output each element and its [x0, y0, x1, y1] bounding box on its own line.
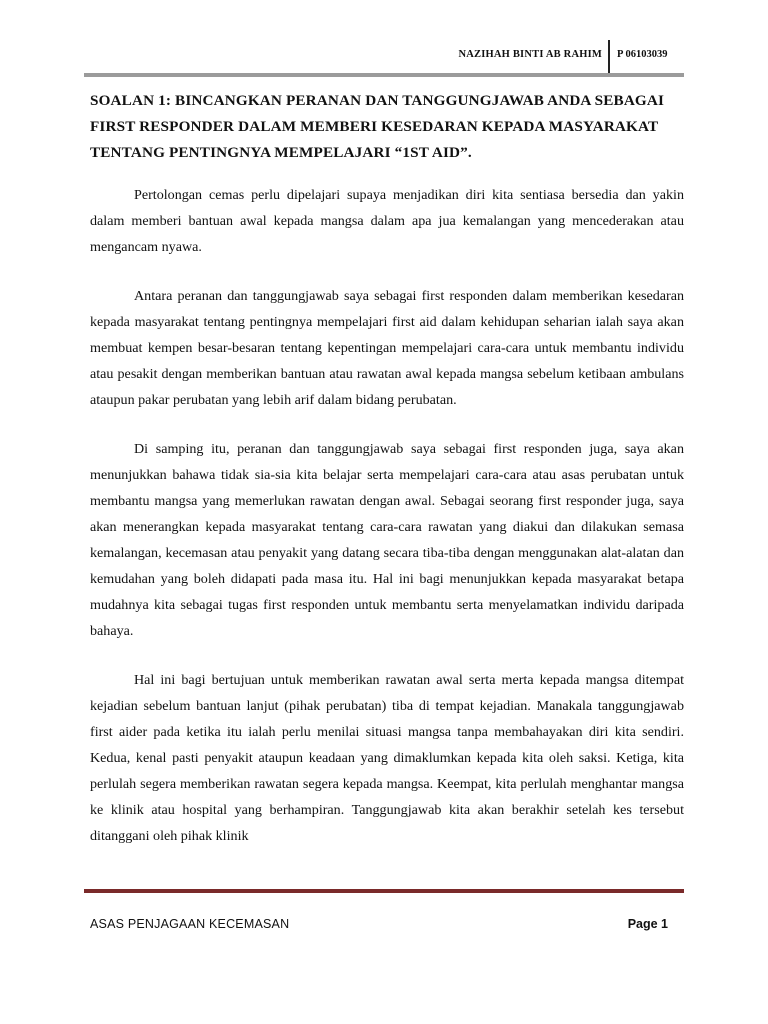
student-id: P 06103039: [617, 49, 668, 60]
footer-course-title: ASAS PENJAGAAN KECEMASAN: [90, 917, 290, 931]
page-number: Page 1: [627, 917, 668, 931]
document-body: [90, 88, 684, 872]
header-rule: [84, 73, 684, 77]
paragraph-3: Di samping itu, peranan dan tanggungjawab saya sebagai first responden juga, saya akan menunjukkan bahawa tidak sia-sia kita belajar serta mempelajari cara-cara atau asas perubatan untuk membantu mangsa yang memerlukan rawatan dengan awal. Sebagai seorang first responder juga, saya akan menerangkan kepada masyarakat tentang cara-cara rawatan yang diakui dan dilakukan semasa kemalangan, kecemasan atau penyakit yang datang secara tiba-tiba dengan menggunakan alat-alatan dan kemudahan yang boleh didapati pada masa itu. Hal ini bagi menunjukkan kepada masyarakat betapa mudahnya kita sebagai tugas first responden untuk membantu serta menyelamatkan individu daripada bahaya.: [90, 441, 684, 639]
question-title: SOALAN 1: BINCANGKAN PERANAN DAN TANGGUNGJAWAB ANDA SEBAGAI FIRST RESPONDER DALAM MEMBERI KESEDARAN KEPADA MASYARAKAT TENTANG PENTINGNYA MEMPELAJARI “1ST AID”.: [90, 92, 665, 161]
paragraph-4: Hal ini bagi bertujuan untuk memberikan rawatan awal serta merta kepada mangsa ditempat kejadian sebelum bantuan lanjut (pihak perubatan) tiba di tempat kejadian. Manakala tanggungjawab first aider pada ketika itu ialah perlu menilai situasi mangsa tanpa membahayakan diri kita sendiri. Kedua, kenal pasti penyakit ataupun keadaan yang dimaklumkan kepada kita oleh saksi. Ketiga, kita perlulah segera memberikan rawatan segera kepada mangsa. Keempat, kita perlulah menghantar mangsa ke klinik atau hospital yang berhampiran. Tanggungjawab kita akan berakhir setelah kes tersebut ditanggani oleh pihak klinik: [90, 672, 684, 844]
page-header: [84, 40, 684, 74]
footer-rule: [84, 889, 684, 893]
paragraph-2: Antara peranan dan tanggungjawab saya sebagai first responden dalam memberikan kesedaran kepada masyarakat tentang pentingnya mempelajari first aid dalam kehidupan seharian ialah saya akan membuat kempen besar-besaran tentang kepentingan mempelajari cara-cara untuk membantu individu atau pesakit dengan memberikan bantuan atau rawatan awal kepada mangsa sebelum ketibaan ambulans ataupun pakar perubatan yang lebih arif dalam bidang perubatan.: [90, 288, 684, 408]
paragraph-1: Pertolongan cemas perlu dipelajari supaya menjadikan diri kita sentiasa bersedia dan yakin dalam memberi bantuan awal kepada mangsa dalam apa jua kemalangan yang mencederakan atau mengancam nyawa.: [90, 187, 684, 255]
header-separator: [608, 40, 610, 74]
author-name: NAZIHAH BINTI AB RAHIM: [458, 49, 602, 60]
